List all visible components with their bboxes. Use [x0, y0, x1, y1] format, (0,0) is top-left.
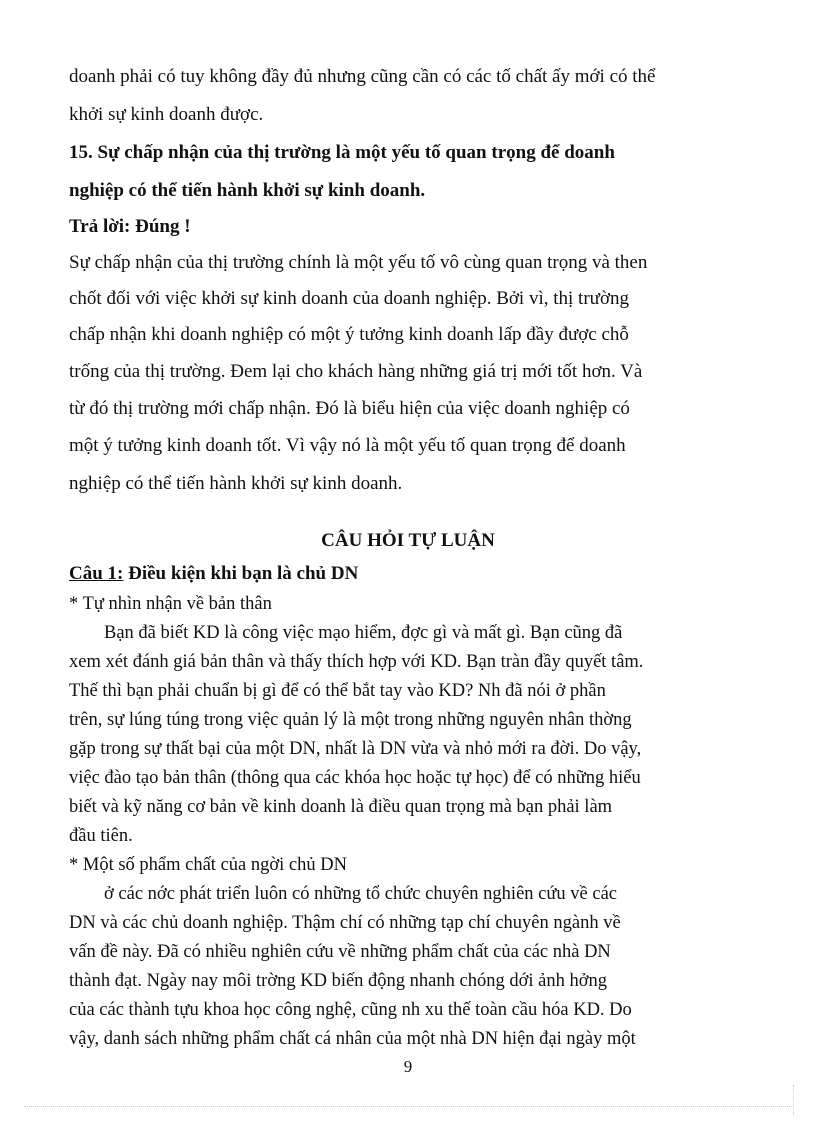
- sub-heading-1: * Tự nhìn nhận về bản thân: [69, 594, 272, 614]
- para1-line-2: khởi sự kinh doanh được.: [69, 104, 264, 125]
- section-title: CÂU HỎI TỰ LUẬN: [321, 530, 495, 551]
- para2-line-3: chấp nhận khi doanh nghiệp có một ý tưởng kinh doanh lấp đầy được chỗ: [69, 324, 629, 345]
- para3-line-3: Thế thì bạn phải chuẩn bị gì để có thể bắt tay vào KD? Nh đã nói ở phần: [69, 681, 606, 701]
- para3-line-5: gặp trong sự thất bại của một DN, nhất là DN vừa và nhỏ mới ra đời. Do vậy,: [69, 739, 642, 759]
- para2-line-7: nghiệp có thể tiến hành khởi sự kinh doanh.: [69, 473, 403, 494]
- para2-line-6: một ý tưởng kinh doanh tốt. Vì vậy nó là một yếu tố quan trọng để doanh: [69, 435, 626, 456]
- para2-line-2: chốt đối với việc khởi sự kinh doanh của doanh nghiệp. Bởi vì, thị trường: [69, 288, 629, 309]
- cau1-label: Câu 1:: [69, 563, 124, 584]
- answer-label: Trả lời: Đúng !: [69, 216, 191, 237]
- page-border-right: [793, 1085, 794, 1115]
- para3-line-7: biết và kỹ năng cơ bản về kinh doanh là điều quan trọng mà bạn phải làm: [69, 797, 613, 817]
- para4-line-3: vấn đề này. Đã có nhiều nghiên cứu về những phẩm chất của các nhà DN: [69, 942, 611, 962]
- question-15-line-1: 15. Sự chấp nhận của thị trường là một yếu tố quan trọng để doanh: [69, 142, 615, 163]
- para3-line-2: xem xét đánh giá bản thân và thấy thích hợp với KD. Bạn tràn đầy quyết tâm.: [69, 652, 644, 672]
- para3-line-8: đầu tiên.: [69, 826, 133, 846]
- page-number: 9: [403, 1057, 413, 1076]
- para4-line-1: ở các nớc phát triển luôn có những tổ chức chuyên nghiên cứu về các: [104, 884, 617, 904]
- cau1-title: Điều kiện khi bạn là chủ DN: [123, 563, 359, 584]
- para3-line-1: Bạn đã biết KD là công việc mạo hiểm, đợc gì và mất gì. Bạn cũng đã: [104, 623, 623, 643]
- para1-line-1: doanh phải có tuy không đầy đủ nhưng cũng cần có các tố chất ấy mới có thể: [69, 66, 656, 87]
- para4-line-4: thành đạt. Ngày nay môi trờng KD biến động nhanh chóng dới ảnh hởng: [69, 971, 608, 991]
- para2-line-1: Sự chấp nhận của thị trường chính là một yếu tố vô cùng quan trọng và then: [69, 252, 648, 273]
- para3-line-6: việc đào tạo bản thân (thông qua các khóa học hoặc tự học) để có những hiểu: [69, 768, 641, 788]
- question-15-line-2: nghiệp có thể tiến hành khởi sự kinh doanh.: [69, 180, 426, 201]
- para2-line-5: từ đó thị trường mới chấp nhận. Đó là biểu hiện của việc doanh nghiệp có: [69, 398, 630, 419]
- sub-heading-2: * Một số phẩm chất của ngời chủ DN: [69, 855, 347, 875]
- para4-line-6: vậy, danh sách những phẩm chất cá nhân của một nhà DN hiện đại ngày một: [69, 1029, 636, 1049]
- para2-line-4: trống của thị trường. Đem lại cho khách hàng những giá trị mới tốt hơn. Và: [69, 361, 643, 382]
- para3-line-4: trên, sự lúng túng trong việc quản lý là một trong những nguyên nhân thờng: [69, 710, 632, 730]
- page-border-bottom: [24, 1106, 792, 1107]
- para4-line-5: của các thành tựu khoa học công nghệ, cũng nh xu thế toàn cầu hóa KD. Do: [69, 1000, 632, 1020]
- cau1-heading: [69, 563, 358, 585]
- para4-line-2: DN và các chủ doanh nghiệp. Thậm chí có những tạp chí chuyên ngành về: [69, 913, 621, 933]
